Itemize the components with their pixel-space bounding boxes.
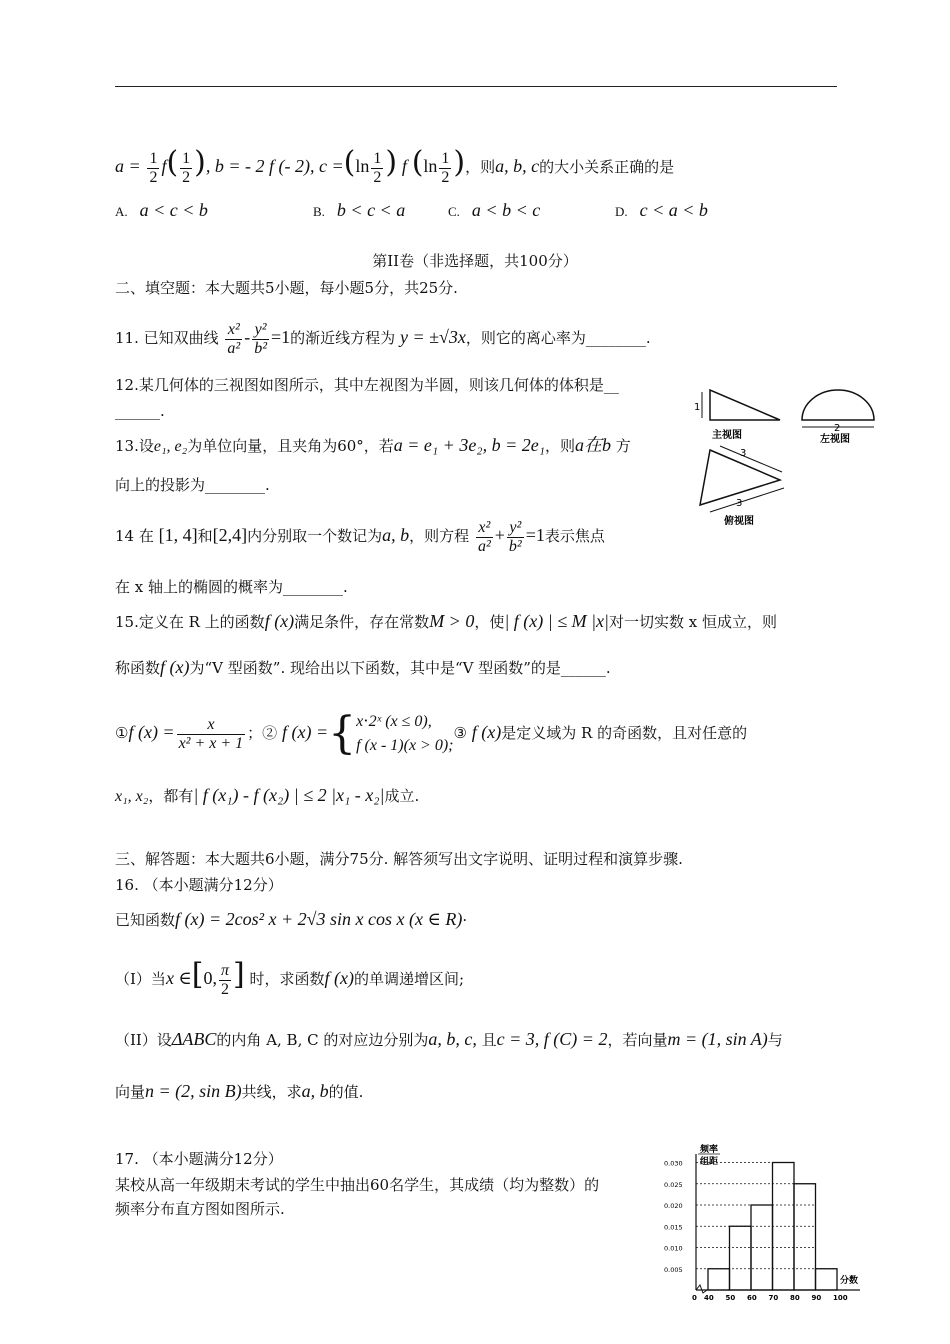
q10-bc-def: , b = - 2 f (- 2), c = bbox=[205, 156, 344, 176]
q16-part2: （II）设ΔABC的内角 A, B, C 的对应边分别为a, b, c, 且c = 3, f (C) = 2，若向量m = (1, sin A)与 bbox=[115, 1029, 783, 1049]
x-tick-label: 40 bbox=[704, 1294, 714, 1302]
q13-line2: 向上的投影为________. bbox=[115, 476, 270, 494]
three-view-figure bbox=[680, 380, 920, 530]
q14-line2: 在 x 轴上的椭圆的概率为________. bbox=[115, 578, 348, 596]
histogram-bar bbox=[730, 1226, 752, 1290]
y-tick-label: 0.025 bbox=[664, 1180, 683, 1189]
q12-line2: ______. bbox=[115, 402, 165, 420]
y-tick-label: 0.010 bbox=[664, 1244, 683, 1253]
axis-break bbox=[696, 1285, 707, 1293]
option-c: C. a < b < c bbox=[448, 200, 541, 220]
ylabel-top: 频率 bbox=[700, 1145, 719, 1155]
q15-line1: 15.定义在 R 上的函数f (x)满足条件，存在常数M > 0，使| f (x) | ≤ M |x|对一切实数 x 恒成立，则 bbox=[115, 611, 777, 631]
x-tick-label: 70 bbox=[768, 1294, 779, 1302]
y-tick-label: 0.020 bbox=[664, 1202, 683, 1210]
q16-given: 已知函数f (x) = 2cos² x + 2√3 sin x cos x (x ∈ R)· bbox=[115, 909, 468, 929]
top-view-label: 俯视图 bbox=[724, 516, 754, 527]
side-label-b: 3 bbox=[736, 498, 743, 509]
histogram-bar bbox=[794, 1184, 816, 1290]
top-view bbox=[700, 446, 784, 527]
frequency-histogram bbox=[660, 1140, 870, 1305]
x-tick-label: 50 bbox=[725, 1294, 736, 1302]
header-rule bbox=[115, 86, 837, 87]
y-tick-label: 0.030 bbox=[664, 1159, 683, 1168]
width-label: 2 bbox=[834, 423, 841, 434]
q15-choices: ①f (x) = $\frac{x}{\text{x² + x + 1}}$ ；② f (x) ={ x⋅2ˣ (x ≤ 0), f (x - 1)(x > 0); ③ f (x)是定义域为 R 的奇函数，且对任意的 bbox=[115, 708, 748, 759]
histogram-bar bbox=[708, 1269, 730, 1290]
q11: 11. 已知双曲线 $\frac{\text{x²}}{\text{a²}}$ - $\frac{\text{y²}}{\text{b²}}$ =1的渐近线方程为 y = ±√3x，则它的离心率为________. bbox=[115, 320, 651, 357]
front-view-label: 主视图 bbox=[712, 430, 742, 441]
option-d: D. c < a < b bbox=[615, 200, 708, 220]
q17-line2: 频率分布直方图如图所示. bbox=[115, 1200, 285, 1218]
section2-title: 第II卷（非选择题，共100分） bbox=[372, 252, 578, 270]
xlabel: 分数 bbox=[840, 1276, 859, 1286]
x-tick-label: 90 bbox=[811, 1294, 822, 1302]
option-b: B. b < c < a bbox=[313, 200, 406, 220]
q12-line1: 12.某几何体的三视图如图所示，其中左视图为半圆，则该几何体的体积是__ bbox=[115, 376, 619, 394]
histogram-bar bbox=[816, 1269, 838, 1290]
front-view bbox=[694, 390, 780, 441]
histogram-bar bbox=[773, 1163, 795, 1291]
q16-part3: 向量n = (2, sin B)共线，求a, b的值. bbox=[115, 1081, 364, 1101]
q13-line1: 13.设e₁, e₂为单位向量，且夹角为60°，若a = e₁ + 3e₂, b = 2e₁，则a在b 方 bbox=[115, 435, 631, 455]
left-view bbox=[802, 390, 874, 445]
q17-head: 17. （本小题满分12分） bbox=[115, 1150, 283, 1168]
q16-part1: （I）当x ∈[0, $\frac{\pi}{2}$ ] 时，求函数f (x)的单调递增区间; bbox=[115, 957, 465, 998]
y-tick-label: 0.015 bbox=[664, 1223, 683, 1232]
option-a: A. a < c < b bbox=[115, 200, 208, 220]
q16-head: 16. （本小题满分12分） bbox=[115, 876, 283, 894]
left-view-label: 左视图 bbox=[820, 434, 850, 445]
q15-line2: 称函数f (x)为“V 型函数”. 现给出以下函数，其中是“V 型函数”的是______. bbox=[115, 657, 611, 677]
q10-a-def: a = bbox=[115, 156, 141, 176]
x-tick-label: 60 bbox=[747, 1294, 757, 1302]
q10-fraction: $\frac{1}{2}$ bbox=[149, 149, 158, 186]
origin-label: 0 bbox=[692, 1294, 697, 1302]
section3-heading: 三、解答题：本大题共6小题，满分75分. 解答须写出文字说明、证明过程和演算步骤. bbox=[115, 850, 683, 868]
side-label-a: 3 bbox=[740, 448, 747, 459]
ylabel-bottom: 组距 bbox=[700, 1157, 719, 1167]
q15-line4: x₁, x₂，都有| f (x₁) - f (x₂) | ≤ 2 |x₁ - x₂|成立. bbox=[115, 785, 420, 805]
q14-line1: 14 在 [1, 4]和[2,4]内分别取一个数记为a, b，则方程 $\frac{\text{x²}}{\text{a²}}$ + $\frac{\text{y²}}{\text{b²}}$ =1表示焦点 bbox=[115, 518, 605, 555]
q17-line1: 某校从高一年级期末考试的学生中抽出60名学生，其成绩（均为整数）的 bbox=[115, 1176, 600, 1194]
height-label: 1 bbox=[694, 402, 701, 413]
y-tick-label: 0.005 bbox=[664, 1265, 683, 1274]
x-tick-label: 100 bbox=[833, 1294, 848, 1302]
x-tick-label: 80 bbox=[790, 1294, 800, 1302]
q10-expression: a = $\frac{1}{2}$ f( $\frac{1}{2}$ ), b = - 2 f (- 2), c =(ln $\frac{1}{2}$ ) f (ln $\frac{1}{2}$ )，则a, b, c的大小关系正确的是 bbox=[115, 145, 675, 186]
section2-heading: 二、填空题：本大题共5小题，每小题5分，共25分. bbox=[115, 279, 458, 297]
